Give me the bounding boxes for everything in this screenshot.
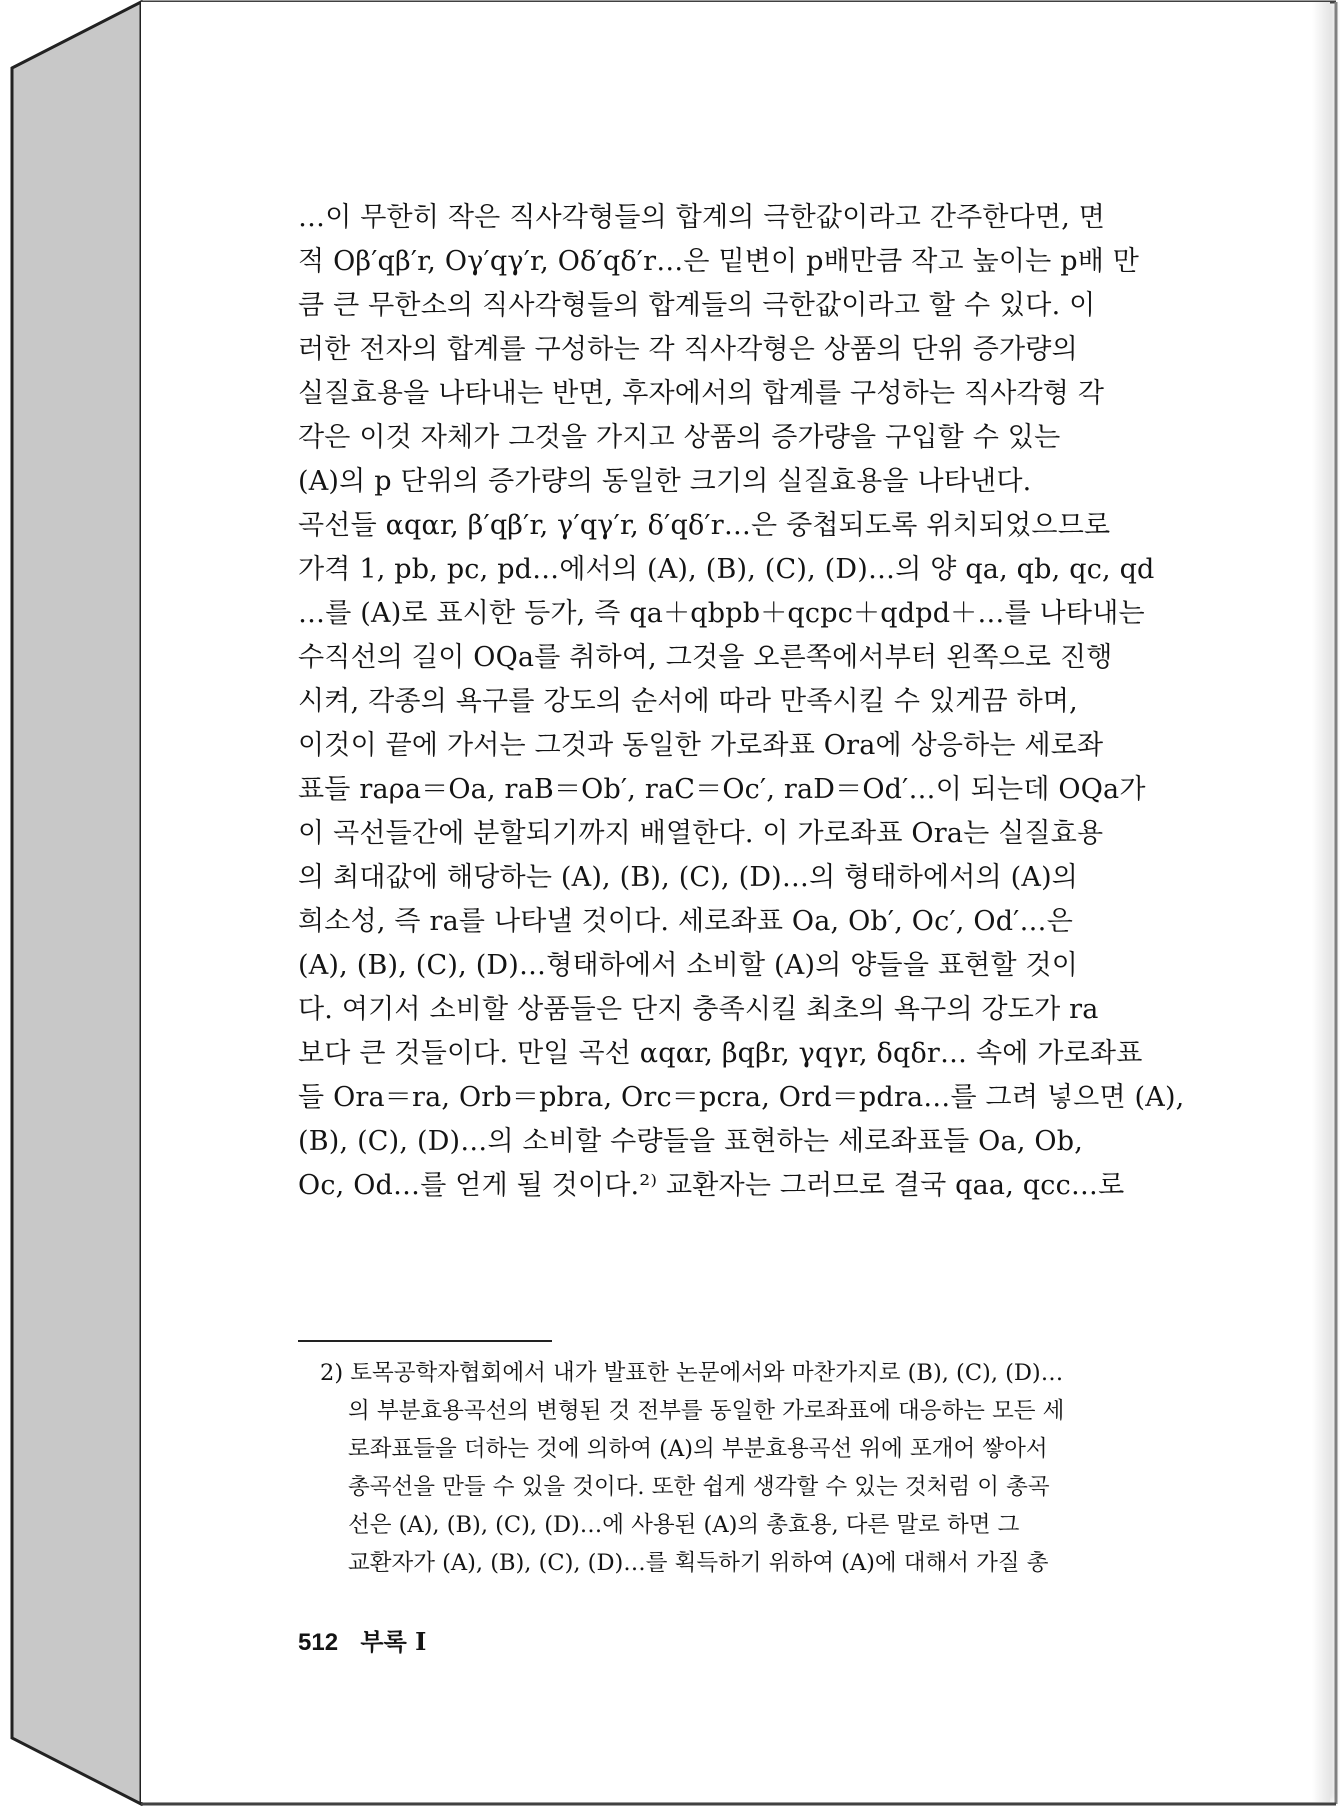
text-line: 보다 큰 것들이다. 만일 곡선 αqαr, βqβr, γqγr, δqδr… 속에 가로좌표 xyxy=(298,1038,1143,1069)
text-line: 이것이 끝에 가서는 그것과 동일한 가로좌표 Ora에 상응하는 세로좌 xyxy=(298,730,1104,761)
footnote-line: 총곡선을 만들 수 있을 것이다. 또한 쉽게 생각할 수 있는 것처럼 이 총곡 xyxy=(348,1474,1050,1500)
footnote-divider xyxy=(298,1340,552,1342)
text-line: 의 최대값에 해당하는 (A), (B), (C), (D)…의 형태하에서의 (A)의 xyxy=(298,862,1079,893)
text-line: 큼 큰 무한소의 직사각형들의 합계들의 극한값이라고 할 수 있다. 이 xyxy=(298,290,1096,321)
text-line: (A), (B), (C), (D)…형태하에서 소비할 (A)의 양들을 표현할 것이 xyxy=(298,950,1079,981)
text-line: 들 Ora＝ra, Orb＝pbra, Orc＝pcra, Ord＝pdra…를 그려 넣으면 (A), xyxy=(298,1082,1185,1113)
text-line: …이 무한히 작은 직사각형들의 합계의 극한값이라고 간주한다면, 면 xyxy=(298,202,1106,233)
footnote xyxy=(320,1354,1193,1582)
footnote-line: 교환자가 (A), (B), (C), (D)…를 획득하기 위하여 (A)에 대해서 가질 총 xyxy=(348,1550,1049,1576)
text-line: (A)의 p 단위의 증가량의 동일한 크기의 실질효용을 나타낸다. xyxy=(298,466,1032,497)
text-line: 실질효용을 나타내는 반면, 후자에서의 합계를 구성하는 직사각형 각 xyxy=(298,378,1105,409)
text-line: 표들 raρa＝Oa, raB＝Ob′, raC＝Oc′, raD＝Od′…이 되는데 OQa가 xyxy=(298,774,1146,805)
text-line: 희소성, 즉 ra를 나타낼 것이다. 세로좌표 Oa, Ob′, Oc′, Od′…은 xyxy=(298,906,1073,937)
footnote-line: 2) 토목공학자협회에서 내가 발표한 논문에서와 마찬가지로 (B), (C), (D)… xyxy=(320,1360,1064,1386)
main-text xyxy=(298,196,1193,1208)
text-line: 이 곡선들간에 분할되기까지 배열한다. 이 가로좌표 Ora는 실질효용 xyxy=(298,818,1104,849)
text-line: (B), (C), (D)…의 소비할 수량들을 표현하는 세로좌표들 Oa, Ob, xyxy=(298,1126,1083,1157)
text-line: 각은 이것 자체가 그것을 가지고 상품의 증가량을 구입할 수 있는 xyxy=(298,422,1061,453)
text-line: 곡선들 αqαr, β′qβ′r, γ′qγ′r, δ′qδ′r…은 중첩되도록 위치되었으므로 xyxy=(298,510,1111,541)
text-line: 다. 여기서 소비할 상품들은 단지 충족시킬 최초의 욕구의 강도가 ra xyxy=(298,994,1099,1025)
footnote-line: 선은 (A), (B), (C), (D)…에 사용된 (A)의 총효용, 다른 말로 하면 그 xyxy=(348,1512,1020,1538)
text-line: 시켜, 각종의 욕구를 강도의 순서에 따라 만족시킬 수 있게끔 하며, xyxy=(298,686,1078,717)
page-footer xyxy=(298,1622,426,1657)
text-line: 적 Oβ′qβ′r, Oγ′qγ′r, Oδ′qδ′r…은 밑변이 p배만큼 작고 높이는 p배 만 xyxy=(298,246,1140,277)
text-line: Oc, Od…를 얻게 될 것이다.²⁾ 교환자는 그러므로 결국 qaa, qcc…로 xyxy=(298,1170,1125,1201)
text-line: 수직선의 길이 OQa를 취하여, 그것을 오른쪽에서부터 왼쪽으로 진행 xyxy=(298,642,1113,673)
running-head: 부록 I xyxy=(360,1627,427,1656)
page-edge-shadow xyxy=(1312,2,1330,1802)
text-line: 가격 1, pb, pc, pd…에서의 (A), (B), (C), (D)…의 양 qa, qb, qc, qd xyxy=(298,554,1155,585)
footnote-line: 의 부분효용곡선의 변형된 것 전부를 동일한 가로좌표에 대응하는 모든 세 xyxy=(348,1398,1065,1424)
page-number: 512 xyxy=(298,1629,339,1656)
text-line: 러한 전자의 합계를 구성하는 각 직사각형은 상품의 단위 증가량의 xyxy=(298,334,1078,365)
footnote-line: 로좌표들을 더하는 것에 의하여 (A)의 부분효용곡선 위에 포개어 쌓아서 xyxy=(348,1436,1048,1462)
text-line: …를 (A)로 표시한 등가, 즉 qa＋qbpb＋qcpc＋qdpd＋…를 나타내는 xyxy=(298,598,1145,629)
